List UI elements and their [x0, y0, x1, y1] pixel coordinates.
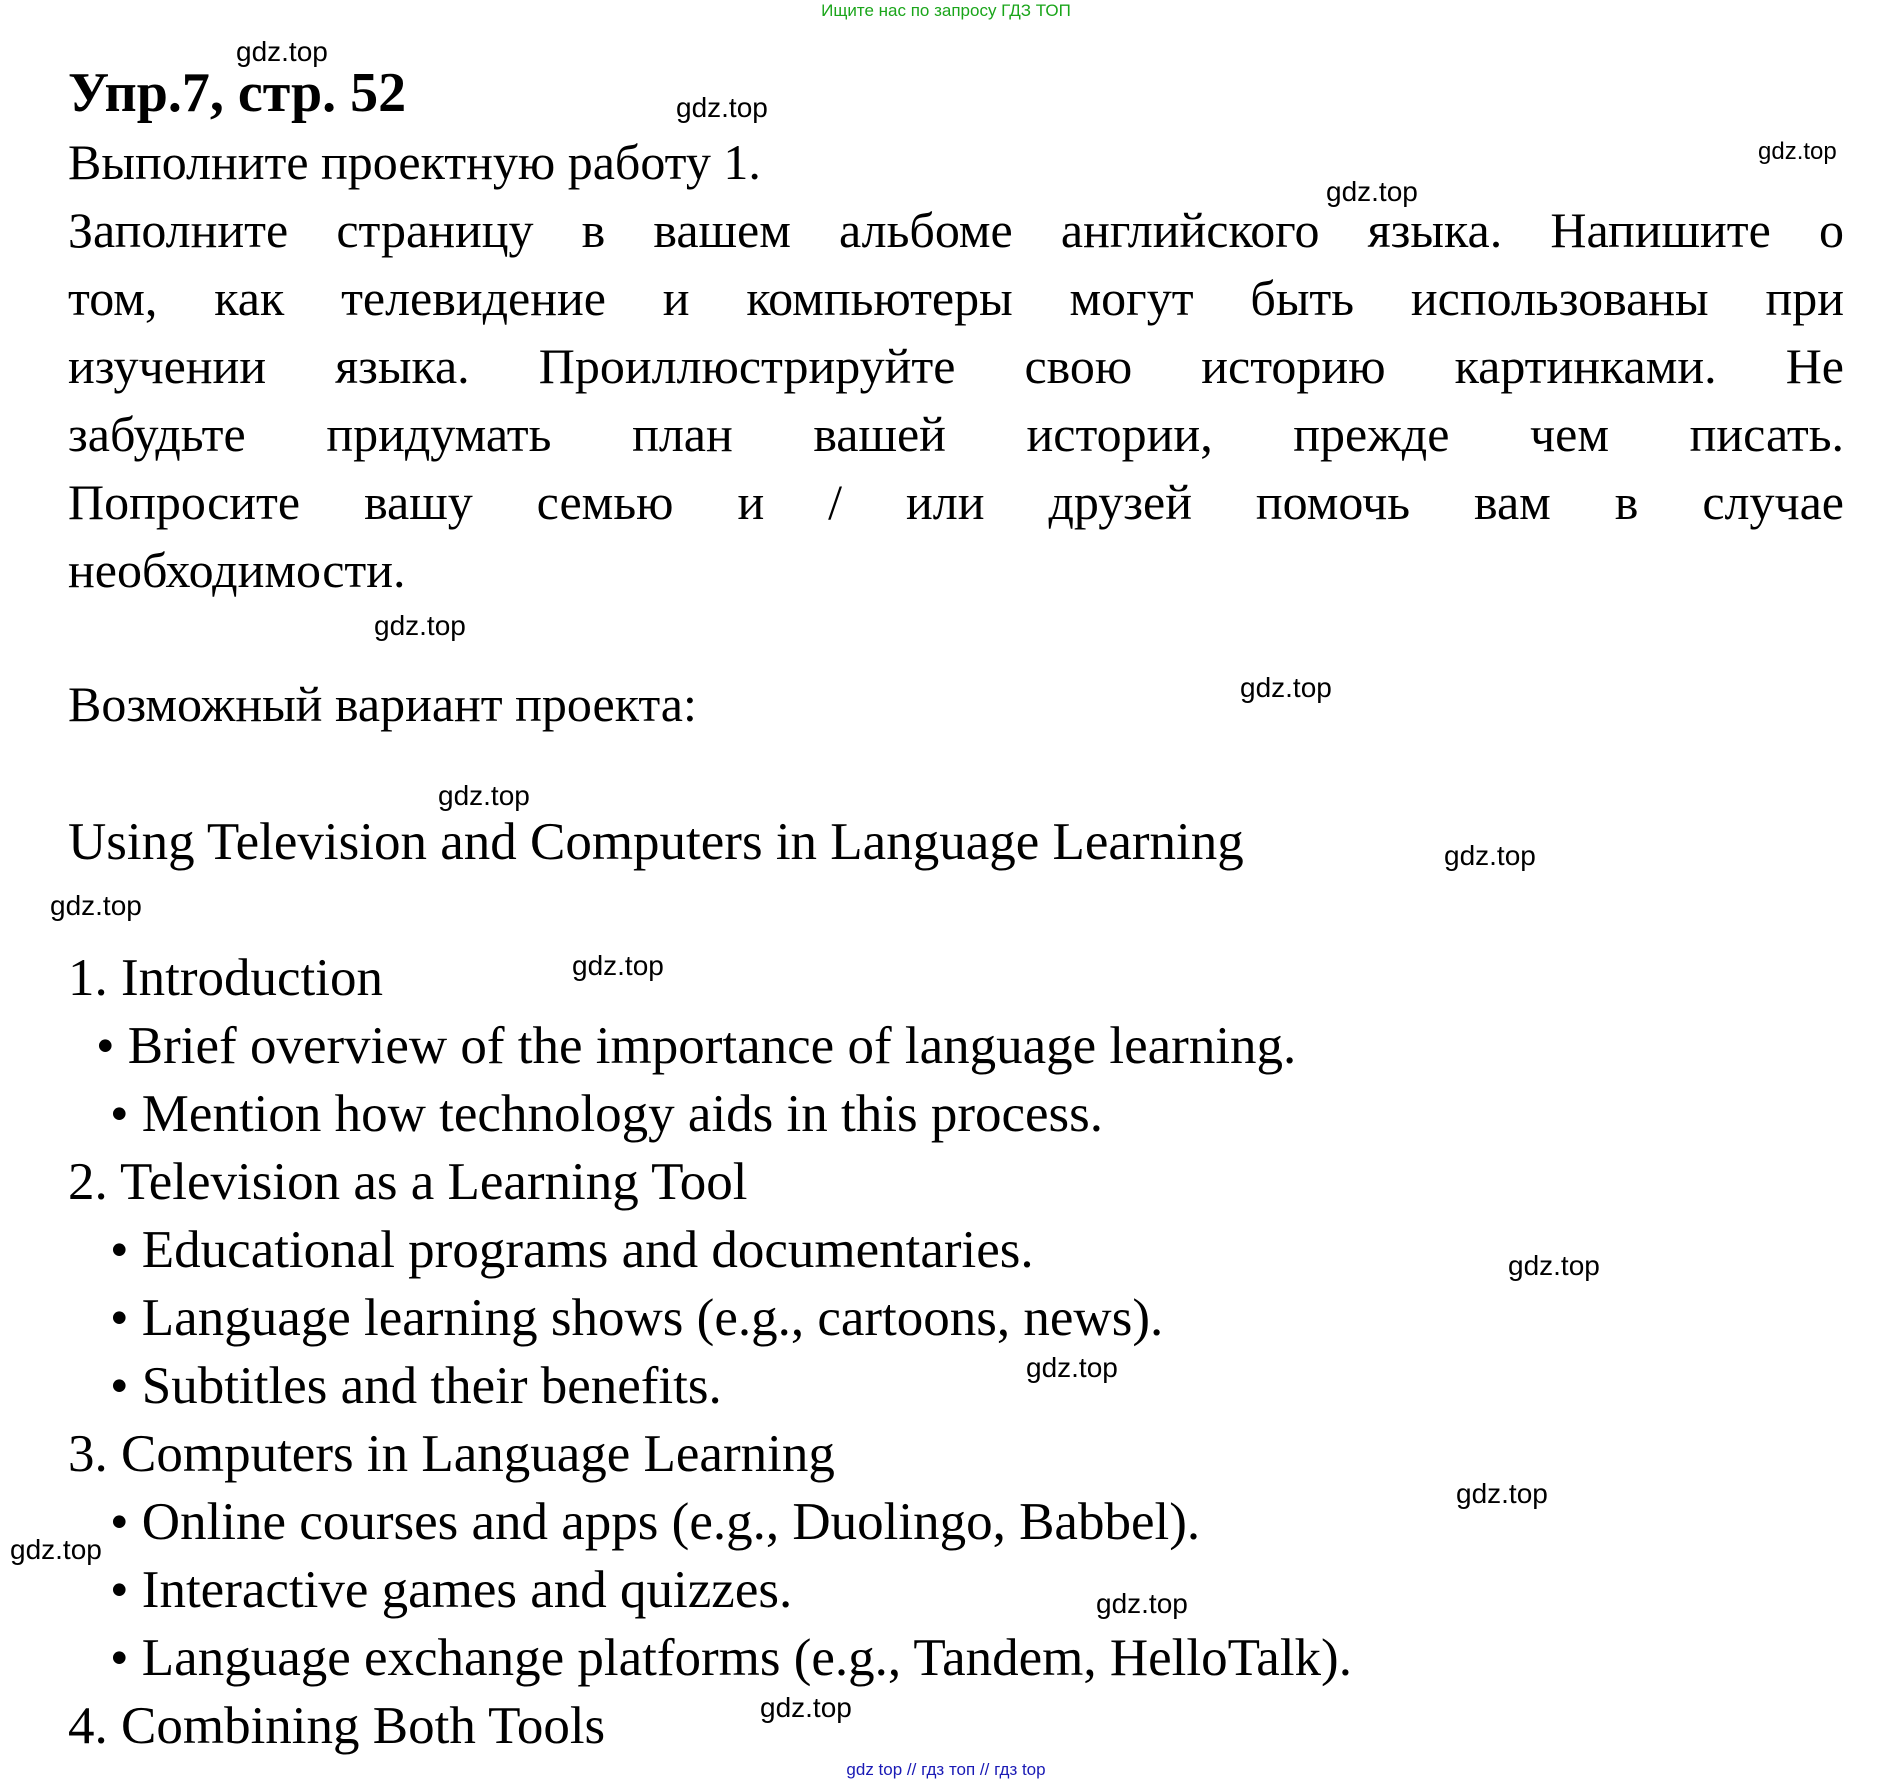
list-item: • Educational programs and documentaries.: [110, 1221, 1034, 1279]
task-line: Попросите вашу семью и / или друзей помочь вам в случае: [68, 474, 1844, 530]
section-heading: 4. Combining Both Tools: [68, 1697, 606, 1755]
project-title: Using Television and Computers in Language Learning: [68, 813, 1244, 871]
watermark: gdz.top: [572, 950, 664, 981]
watermark: gdz.top: [1326, 176, 1418, 207]
page-title: Упр.7, стр. 52: [68, 62, 407, 124]
list-item: • Language exchange platforms (e.g., Tandem, HelloTalk).: [110, 1629, 1352, 1687]
list-item: • Brief overview of the importance of language learning.: [96, 1017, 1297, 1075]
list-item: • Mention how technology aids in this process.: [110, 1085, 1104, 1143]
top-banner: Ищите нас по запросу ГДЗ ТОП: [821, 1, 1071, 20]
watermark: gdz.top: [760, 1692, 852, 1723]
section-heading: 3. Computers in Language Learning: [68, 1425, 835, 1483]
watermark: gdz.top: [1240, 672, 1332, 703]
task-line-1: Выполните проектную работу 1.: [68, 134, 761, 190]
watermark: gdz.top: [10, 1534, 102, 1565]
list-item: • Online courses and apps (e.g., Duolingo, Babbel).: [110, 1493, 1201, 1551]
watermark: gdz.top: [1758, 138, 1837, 165]
watermark: gdz.top: [50, 890, 142, 921]
section-heading: 2. Television as a Learning Tool: [68, 1153, 748, 1211]
watermark: gdz.top: [438, 780, 530, 811]
footer-links: gdz top // гдз топ // гдз top: [846, 1760, 1046, 1779]
task-last-line: необходимости.: [68, 542, 406, 598]
task-line: изучении языка. Проиллюстрируйте свою историю картинками. Не: [68, 338, 1844, 394]
task-line: Заполните страницу в вашем альбоме английского языка. Напишите о: [68, 202, 1844, 258]
watermark: gdz.top: [1456, 1478, 1548, 1509]
task-line: том, как телевидение и компьютеры могут быть использованы при: [68, 270, 1844, 326]
watermark: gdz.top: [374, 610, 466, 641]
variant-label: Возможный вариант проекта:: [68, 676, 697, 732]
list-item: • Subtitles and their benefits.: [110, 1357, 722, 1415]
list-item: • Interactive games and quizzes.: [110, 1561, 793, 1619]
task-line: забудьте придумать план вашей истории, прежде чем писать.: [68, 406, 1844, 462]
section-heading: 1. Introduction: [68, 949, 383, 1007]
watermark: gdz.top: [1508, 1250, 1600, 1281]
watermark: gdz.top: [1096, 1588, 1188, 1619]
watermark: gdz.top: [236, 36, 328, 67]
list-item: • Language learning shows (e.g., cartoons, news).: [110, 1289, 1164, 1347]
watermark: gdz.top: [676, 92, 768, 123]
watermark: gdz.top: [1026, 1352, 1118, 1383]
watermark: gdz.top: [1444, 840, 1536, 871]
